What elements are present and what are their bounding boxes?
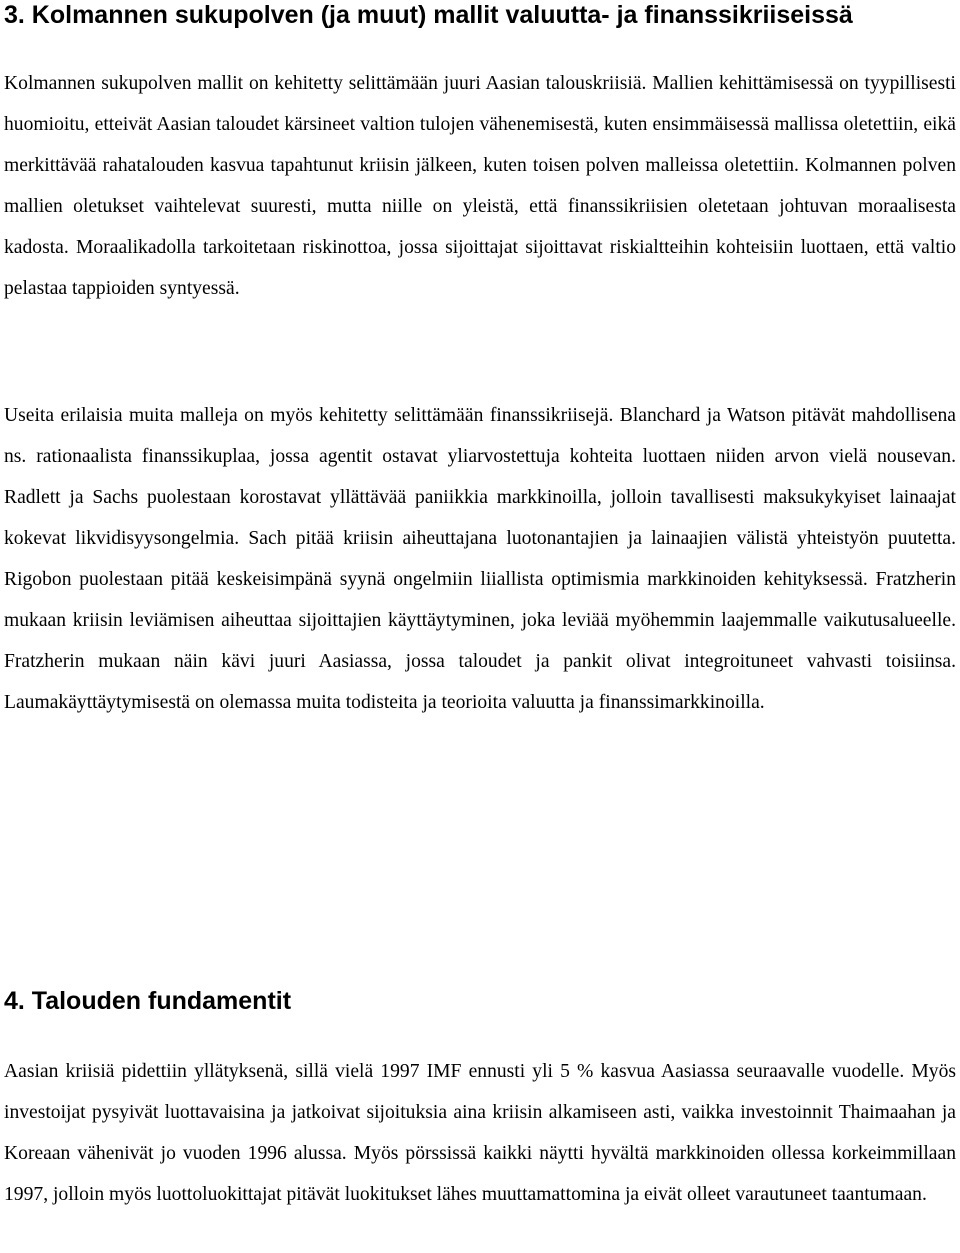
section-3-heading: 3. Kolmannen sukupolven (ja muut) mallit valuutta- ja finanssikriiseissä [4, 1, 853, 29]
section-3-paragraph-1: Kolmannen sukupolven mallit on kehitetty selittämään juuri Aasian talouskriisiä. Mallien kehittämisessä on tyypillisesti huomioitu, etteivät Aasian taloudet kärsineet valtion tulojen vähenemisestä, kuten ensimmäisessä mallissa oletettiin, eikä merkittävää rahatalouden kasvua tapahtunut kriisin jälkeen, kuten toisen polven malleissa oletettiin. Kolmannen polven mallien oletukset vaihtelevat suuresti, mutta niille on yleistä, että finanssikriisien oletetaan johtuvan moraalisesta kadosta. Moraalikadolla tarkoitetaan riskinottoa, jossa sijoittajat sijoittavat riskialtteihin kohteisiin luottaen, että valtio pelastaa tappioiden syntyessä. [4, 73, 956, 299]
section-4-paragraph-1: Aasian kriisiä pidettiin yllätyksenä, sillä vielä 1997 IMF ennusti yli 5 % kasvua Aasiassa seuraavalle vuodelle. Myös investoijat pysyivät luottavaisina ja jatkoivat sijoituksia aina kriisin alkamiseen asti, vaikka investoinnit Thaimaahan ja Koreaan vähenivät jo vuoden 1996 alussa. Myös pörssissä kaikki näytti hyvältä markkinoiden ollessa korkeimmillaan 1997, jolloin myös luottoluokittajat pitävät luokitukset lähes muuttamattomina ja eivät olleet varautuneet taantumaan. [4, 1061, 956, 1205]
section-3-paragraph-2: Useita erilaisia muita malleja on myös kehitetty selittämään finanssikriisejä. Blanchard ja Watson pitävät mahdollisena ns. rationaalista finanssikuplaa, jossa agentit ostavat yliarvostettuja kohteita luottaen niiden arvon vielä nousevan. Radlett ja Sachs puolestaan korostavat yllättävää paniikkia markkinoilla, jolloin tavallisesti maksukykyiset lainaajat kokevat likvidisyysongelmia. Sach pitää kriisin aiheuttajana luotonantajien ja lainaajien välistä yhteistyön puutetta. Rigobon puolestaan pitää keskeisimpänä syynä ongelmiin liiallista optimismia markkinoiden kehityksessä. Fratzherin mukaan kriisin leviämisen aiheuttaa sijoittajien käyttäytyminen, joka leviää myöhemmin laajemmalle vaikutusalueelle. Fratzherin mukaan näin kävi juuri Aasiassa, jossa taloudet ja pankit olivat integroituneet vahvasti toisiinsa. Laumakäyttäytymisestä on olemassa muita todisteita ja teorioita valuutta ja finanssimarkkinoilla. [4, 405, 956, 713]
section-4-heading: 4. Talouden fundamentit [4, 987, 292, 1015]
